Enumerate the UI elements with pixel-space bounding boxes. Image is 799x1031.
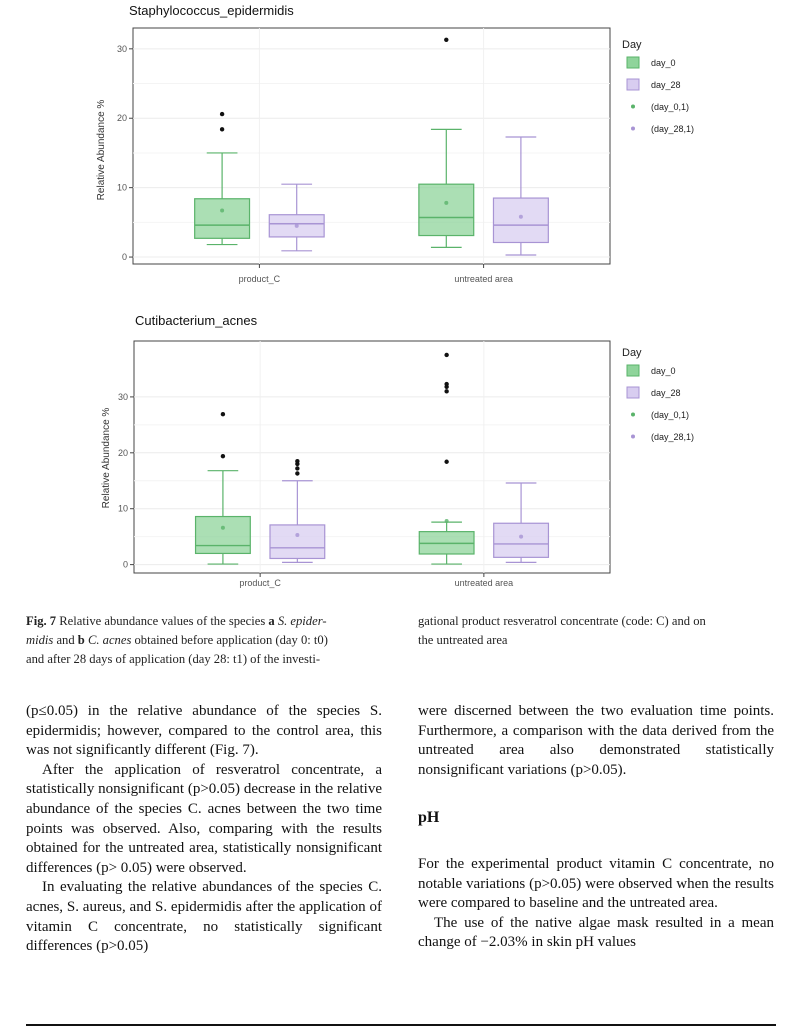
- outlier-point: [444, 353, 448, 357]
- y-tick-label: 0: [121, 252, 127, 263]
- x-tick-label: product_C: [239, 578, 281, 588]
- outlier-point: [295, 471, 299, 475]
- chart-b: [0, 308, 760, 608]
- y-tick-label: 30: [117, 391, 128, 402]
- outlier-point: [295, 466, 299, 470]
- box-iqr: [493, 198, 548, 242]
- body-right-paragraph-2: For the experimental product vitamin C concentrate, no notable variations (p>0.05) were observed when the results were compared to baseline and the untreated area.: [418, 855, 774, 912]
- box-iqr: [419, 184, 474, 235]
- legend-swatch-day_0: [627, 57, 639, 68]
- bottom-rule: [26, 1024, 776, 1026]
- y-tick-label: 20: [117, 447, 128, 458]
- outlier-point: [295, 459, 299, 463]
- mean-point: [444, 201, 448, 205]
- mean-point: [220, 209, 224, 213]
- outlier-point: [444, 389, 448, 393]
- y-tick-label: 20: [116, 113, 127, 124]
- outlier-point: [221, 412, 225, 416]
- legend-title: Day: [622, 39, 642, 51]
- legend-label: (day_28,1): [651, 124, 695, 134]
- legend-swatch-day_0: [627, 365, 639, 376]
- mean-point: [445, 519, 449, 523]
- box-iqr: [195, 199, 250, 239]
- y-axis-label: Relative Abundance %: [101, 407, 112, 509]
- caption-label-a: a: [268, 614, 275, 628]
- box-iqr: [494, 523, 549, 557]
- caption-text-1: Relative abundance values of the species: [59, 614, 266, 628]
- body-left-paragraph-2: After the application of resveratrol concentrate, a statistically nonsignificant (p>0.05) decrease in the relative abundance of the species C. acnes between the two time points was observed. Also, comparing with the results obtained for the untreated area, statistically nonsignificant differences (p> 0.05) were observed.: [26, 761, 382, 876]
- mean-point: [519, 215, 523, 219]
- legend-label: day_0: [651, 58, 676, 68]
- y-axis-label: Relative Abundance %: [96, 99, 107, 201]
- body-right-column: [418, 702, 774, 953]
- outlier-point: [220, 127, 224, 131]
- legend-swatch-(day_28,1): [631, 435, 635, 439]
- legend-label: (day_0,1): [651, 102, 690, 112]
- section-heading-ph: pH: [418, 809, 440, 827]
- legend-label: (day_28,1): [651, 432, 695, 442]
- mean-point: [519, 535, 523, 539]
- outlier-point: [444, 38, 448, 42]
- mean-point: [295, 533, 299, 537]
- y-tick-label: 10: [117, 503, 128, 514]
- box-iqr: [196, 517, 251, 554]
- caption-lead: Fig. 7: [26, 614, 57, 628]
- legend-label: day_28: [651, 80, 681, 90]
- legend-swatch-(day_28,1): [631, 127, 635, 131]
- caption-species-a1: S. epider-: [277, 614, 327, 628]
- body-left-paragraph-1: (p≤0.05) in the relative abundance of the species S. epidermidis; however, compared to the control area, this was not significantly different (Fig. 7).: [26, 703, 382, 759]
- legend-swatch-day_28: [627, 79, 639, 90]
- y-tick-label: 10: [116, 182, 127, 193]
- outlier-point: [221, 454, 225, 458]
- y-tick-label: 30: [116, 43, 127, 54]
- mean-point: [221, 526, 225, 530]
- legend-label: day_0: [651, 366, 676, 376]
- y-tick-label: 0: [122, 559, 128, 570]
- caption-text-2: obtained before application (day 0: t0): [134, 633, 328, 647]
- x-tick-label: product_C: [238, 274, 281, 284]
- caption-text-3: and after 28 days of application (day 28: t1) of the investi-: [26, 652, 321, 666]
- body-right-paragraph-1: were discerned between the two evaluation time points. Furthermore, a comparison with the data derived from the untreated area also demonstrated statistically nonsignificant variations (p>0.05).: [418, 703, 774, 778]
- caption-and: and: [56, 633, 75, 647]
- caption-right-2: the untreated area: [418, 633, 508, 647]
- legend-label: (day_0,1): [651, 410, 690, 420]
- figure-caption-right: [418, 612, 778, 650]
- legend-label: day_28: [651, 388, 681, 398]
- figure-caption-left: [26, 612, 386, 669]
- caption-label-b: b: [77, 633, 85, 647]
- x-tick-label: untreated area: [454, 274, 513, 284]
- legend-swatch-(day_0,1): [631, 105, 635, 109]
- body-right-paragraph-3: The use of the native algae mask resulted in a mean change of −2.03% in skin pH values: [418, 914, 774, 951]
- chart-a-title: Staphylococcus_epidermidis: [129, 3, 294, 18]
- caption-right-1: gational product resveratrol concentrate (code: C) and on: [418, 614, 706, 628]
- body-left-column: [26, 702, 382, 957]
- mean-point: [295, 224, 299, 228]
- legend-title: Day: [622, 347, 642, 359]
- legend-swatch-day_28: [627, 387, 639, 398]
- outlier-point: [444, 460, 448, 464]
- outlier-point: [220, 112, 224, 116]
- legend-swatch-(day_0,1): [631, 413, 635, 417]
- box-iqr: [270, 525, 325, 559]
- outlier-point: [444, 382, 448, 386]
- chart-a: [0, 0, 760, 300]
- body-left-paragraph-3: In evaluating the relative abundances of the species C. acnes, S. aureus, and S. epidermidis after the application of vitamin C concentrate, no statistically significant differences (p>0.05): [26, 879, 382, 955]
- caption-species-b: C. acnes: [87, 633, 132, 647]
- x-tick-label: untreated area: [454, 578, 514, 588]
- chart-b-title: Cutibacterium_acnes: [135, 313, 258, 328]
- caption-species-a2: midis: [26, 633, 54, 647]
